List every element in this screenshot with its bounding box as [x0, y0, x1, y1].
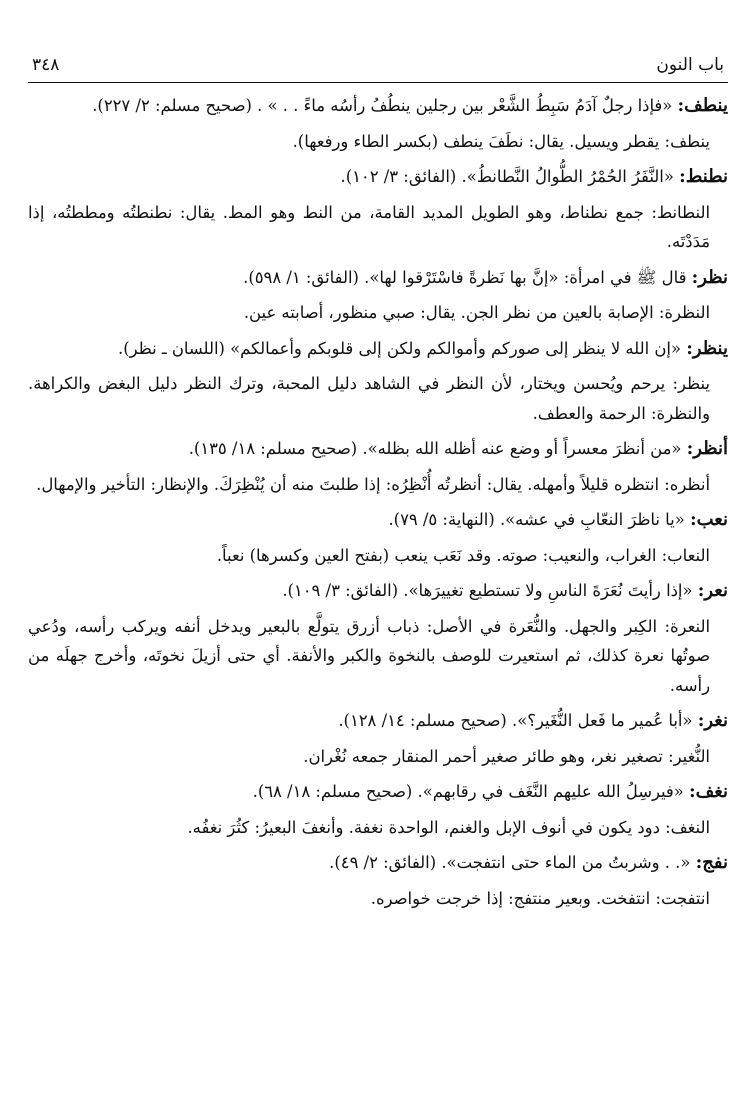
entry-quote-line — [28, 706, 728, 736]
entry-headword: أنظر: — [686, 438, 728, 459]
entry-headword: نغر: — [697, 710, 728, 731]
entry-definition: النظرة: الإصابة بالعين من نظر الجن. يقال: صبي منظور، أصابته عين. — [243, 303, 710, 322]
entry-headword: نغف: — [689, 781, 728, 802]
entry-definition: ينظر: يرحم ويُحسن ويختار، لأن النظر في الشاهد دليل المحبة، وترك النظر دليل البغض والكراهة. والنظرة: الرحمة والعطف. — [28, 374, 710, 423]
entry — [28, 848, 728, 913]
entry-quote-line — [28, 505, 728, 535]
entry-headword: نفج: — [695, 852, 728, 873]
entry-headword: نظر: — [691, 266, 728, 288]
entry — [28, 91, 728, 156]
entry-quote-line — [28, 576, 728, 606]
entry-definition: النطانط: جمع نطناط، وهو الطويل المديد القامة، من النط وهو المط. يقال: نطنطتُه ومططتُه، إذا مَدَدْتَه. — [28, 202, 710, 251]
entry-quote: «إذا رأيتَ نُعَرَةَ الناسِ ولا تستطيع تغييرَها». (الفائق: ٣/ ١٠٩). — [282, 581, 698, 600]
entry — [28, 434, 728, 499]
entry — [28, 777, 728, 842]
entry — [28, 706, 728, 771]
entry-definition: النعاب: الغراب، والنعيب: صوته. وقد نَعَب ينعب (بفتح العين وكسرها) نعباً. — [216, 545, 710, 565]
entry-quote-line — [28, 434, 728, 464]
entry — [28, 505, 728, 570]
entry — [28, 334, 728, 429]
page-header — [28, 54, 728, 83]
entry-quote-line — [28, 777, 728, 807]
entry-quote: «فيرسِلُ الله عليهم النَّغَف في رقابهم». (صحيح مسلم: ١٨/ ٦٨). — [252, 782, 690, 801]
entry-definition: ينطف: يقطر ويسيل. يقال: نطَفَ ينطف (بكسر الطاء ورفعها). — [292, 131, 710, 151]
entry-definition: النعرة: الكِبر والجهل. والنُّعَرة في الأصل: ذباب أزرق يتولَّع بالبعير ويدخل أنفه ويركب رأسه، ودُعي صوتُها نعرة كذلك، ثم استعيرت للوصف بالنخوة والكبر والأنفة. أي حتى أزيلَ نخوتَه، وأخرج جهلَه من رأسه. — [28, 616, 710, 695]
entry-quote-line — [28, 263, 728, 293]
page-body — [28, 83, 728, 913]
entry-quote-line — [28, 162, 728, 192]
entry-headword: نعب: — [689, 509, 728, 530]
chapter-title: باب النون — [656, 55, 724, 75]
entry-headword: ينطف: — [677, 95, 728, 116]
entry-definition: النغف: دود يكون في أنوف الإبل والغنم، الواحدة نغفة. وأنغفَ البعيرُ: كثُرَ نغفُه. — [187, 817, 710, 837]
entry-quote: «فإذا رجلٌ آدَمُ سَبِطُ الشَّعْر بين رجلين ينطُفُ رأسُه ماءً . . » . (صحيح مسلم: ٢/ ٢٢٧). — [92, 96, 678, 115]
entry-quote-line — [28, 91, 728, 121]
entry-quote: «أبا عُمير ما فَعل النُّغَير؟». (صحيح مسلم: ١٤/ ١٢٨). — [338, 711, 698, 730]
entry-quote: «يا ناظرَ النعّابِ في عشه». (النهاية: ٥/ ٧٩). — [388, 510, 690, 529]
entry-quote-line — [28, 848, 728, 878]
entry-definition: أنظره: انتظره قليلاً وأمهله. يقال: أنظرتُه أُنْظِرُه: إذا طلبتَ منه أن يُنْظِرَكَ. والإنظار: التأخير والإمهال. — [36, 474, 710, 494]
entry — [28, 162, 728, 257]
page — [28, 54, 728, 919]
entry — [28, 576, 728, 700]
entry-quote: «إن الله لا ينظر إلى صوركم وأموالكم ولكن إلى قلوبكم وأعمالكم» (اللسان ـ نظر). — [118, 338, 687, 358]
entry-quote: «النَّفَرُ الحُمْرُ الطُّوالُ النَّطانطُ». (الفائق: ٣/ ١٠٢). — [340, 167, 680, 186]
entry-quote-line — [28, 334, 728, 364]
entry — [28, 263, 728, 328]
entry-quote: «من أنظرَ معسراً أو وضع عنه أظله الله بظله». (صحيح مسلم: ١٨/ ١٣٥). — [188, 439, 687, 458]
entry-headword: نعر: — [697, 580, 728, 601]
entry-quote: «. . وشربتُ من الماء حتى انتفجت». (الفائق: ٢/ ٤٩). — [329, 853, 696, 872]
entry-definition: النُّغير: تصغير نغر، وهو طائر صغير أحمر المنقار جمعه نُغْران. — [303, 746, 710, 766]
entry-headword: ينظر: — [686, 337, 728, 359]
entry-headword: نطنط: — [679, 166, 728, 187]
page-number: ٣٤٨ — [32, 55, 60, 75]
entry-definition: انتفجت: انتفخت. وبعير منتفج: إذا خرجت خواصره. — [370, 888, 710, 908]
entry-quote: قال ﷺ في امرأة: «إنَّ بها نَظرةً فاسْتَرْقوا لها». (الفائق: ١/ ٥٩٨). — [243, 267, 692, 287]
